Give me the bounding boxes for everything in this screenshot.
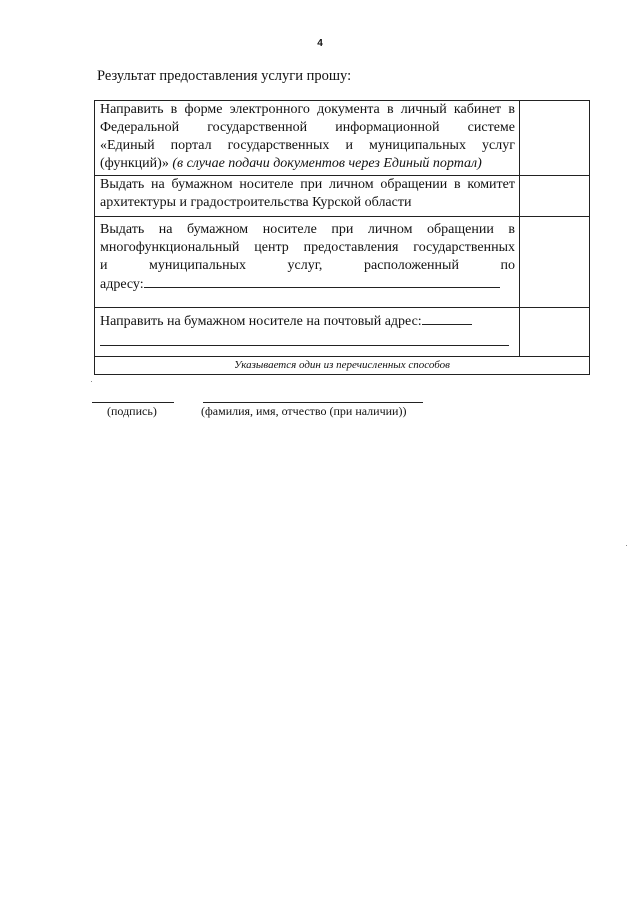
scan-speck — [91, 381, 92, 382]
option-line: Выдать на бумажном носителе при личном обращении в — [100, 222, 515, 237]
option-note: (в случае подачи документов через Единый портал) — [172, 156, 482, 171]
full-name-label: (фамилия, имя, отчество (при наличии)) — [201, 404, 407, 418]
option-electronic-checkbox[interactable] — [520, 101, 590, 176]
scan-speck — [626, 545, 627, 546]
option-line: Федеральной государственной информационной системе — [100, 120, 515, 135]
option-line: архитектуры и градостроительства Курской области — [100, 195, 412, 210]
full-name-line[interactable] — [203, 402, 423, 403]
option-row-committee — [95, 176, 590, 217]
option-line: (функций)» — [100, 156, 169, 171]
mfc-address-field[interactable] — [144, 275, 500, 288]
option-electronic-text — [95, 101, 520, 176]
postal-address-field-line2[interactable] — [100, 331, 509, 346]
signature-line[interactable] — [92, 402, 174, 403]
table-footer-row — [95, 357, 590, 375]
option-line: Направить на бумажном носителе на почтовый адрес: — [100, 314, 422, 329]
option-line: многофункциональный центр предоставления государственных — [100, 240, 515, 255]
option-mfc-checkbox[interactable] — [520, 217, 590, 308]
intro-text: Результат предоставления услуги прошу: — [97, 68, 352, 84]
option-line: «Единый портал государственных и муниципальных услуг — [100, 138, 515, 153]
postal-address-field[interactable] — [422, 312, 472, 325]
option-committee-text — [95, 176, 520, 217]
footer-note: Указывается один из перечисленных способов — [95, 357, 590, 375]
option-line: Направить в форме электронного документа в личный кабинет в — [100, 102, 515, 117]
option-line: адресу: — [100, 277, 144, 292]
service-result-options-table — [94, 100, 590, 375]
option-row-electronic — [95, 101, 590, 176]
option-post-text — [95, 308, 520, 357]
option-row-mfc — [95, 217, 590, 308]
option-committee-checkbox[interactable] — [520, 176, 590, 217]
option-row-post — [95, 308, 590, 357]
option-line: Выдать на бумажном носителе при личном обращении в комитет — [100, 177, 515, 192]
option-post-checkbox[interactable] — [520, 308, 590, 357]
signature-label: (подпись) — [107, 404, 157, 418]
page-number: 4 — [317, 38, 323, 49]
option-mfc-text — [95, 217, 520, 308]
option-line: и муниципальных услуг, расположенный по — [100, 258, 515, 273]
